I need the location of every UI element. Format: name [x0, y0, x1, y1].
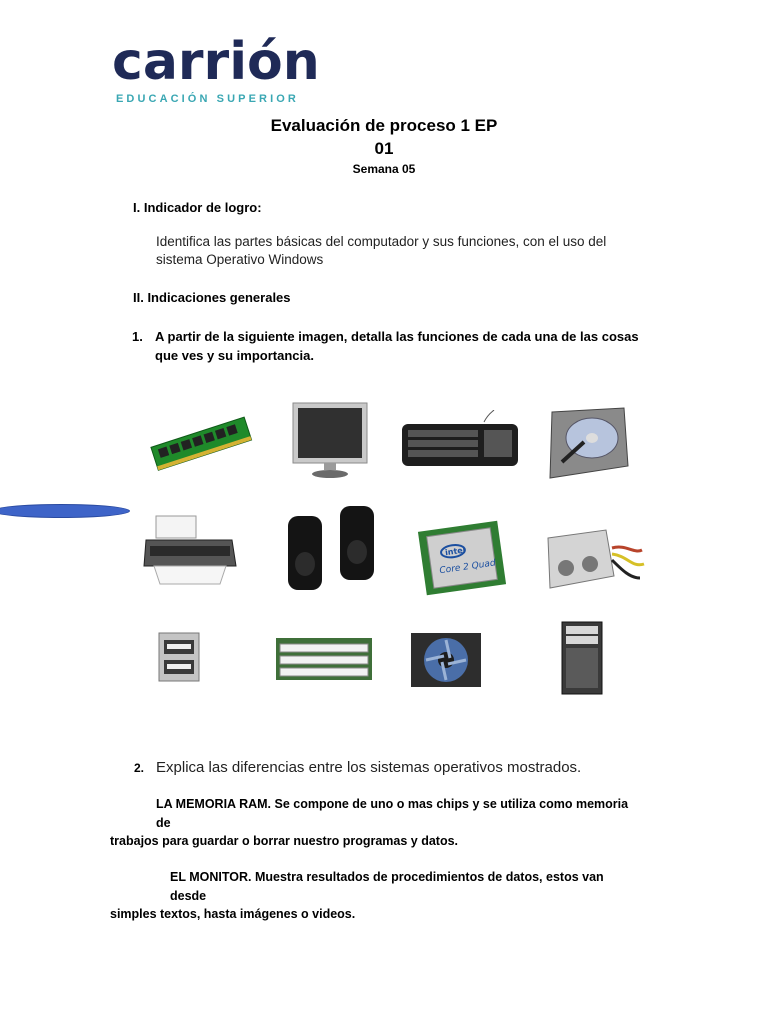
svg-text:intel: intel — [444, 545, 466, 558]
question-1 — [134, 327, 654, 365]
ram-icon — [144, 408, 256, 478]
hard-drive-icon — [544, 404, 632, 482]
printer-icon — [140, 510, 240, 590]
brand-logo: carrión — [112, 32, 320, 92]
answer-monitor-line2: simples textos, hasta imágenes o videos. — [110, 907, 356, 921]
answer-ram — [110, 795, 640, 851]
section-heading-indicador: I. Indicador de logro: — [133, 200, 262, 215]
keyboard-icon — [400, 410, 520, 470]
answer-ram-line2: trabajos para guardar o borrar nuestro programas y datos. — [110, 834, 459, 848]
cpu-icon — [416, 518, 508, 598]
question-1-number: 1. — [132, 329, 143, 344]
answer-monitor-line1: EL MONITOR. Muestra resultados de procedimientos de datos, estos van desde — [170, 870, 604, 903]
brand-tagline: EDUCACIÓN SUPERIOR — [116, 93, 299, 105]
page-title: Evaluación de proceso 1 EP — [270, 116, 498, 135]
cpu-cooler-icon — [410, 632, 482, 688]
answer-ram-line1: LA MEMORIA RAM. Se compone de uno o mas chips y se utiliza como memoria de — [156, 797, 629, 830]
section-heading-indicaciones: II. Indicaciones generales — [133, 290, 291, 305]
usb-port-icon — [158, 632, 200, 682]
week-label: Semana 05 — [352, 162, 416, 176]
expansion-slots-icon — [276, 638, 372, 680]
question-2-text: Explica las diferencias entre los sistemas operativos mostrados. — [156, 759, 582, 776]
page-title-number: 01 — [374, 139, 394, 158]
question-2 — [134, 759, 581, 776]
speakers-icon — [286, 504, 378, 592]
question-1-text: A partir de la siguiente imagen, detalla las funciones de cada una de las cosas que ves y su importancia. — [155, 329, 639, 363]
pc-tower-icon — [560, 620, 604, 696]
svg-text:Core 2 Quad: Core 2 Quad — [438, 558, 497, 577]
indicador-text: Identifica las partes básicas del computador y sus funciones, con el uso del sistema Operativo Windows — [156, 234, 607, 267]
answer-monitor — [110, 868, 640, 924]
monitor-icon — [290, 400, 370, 480]
question-2-number: 2. — [134, 761, 145, 775]
blue-ellipse-shape — [0, 504, 130, 518]
power-supply-icon — [542, 524, 648, 596]
